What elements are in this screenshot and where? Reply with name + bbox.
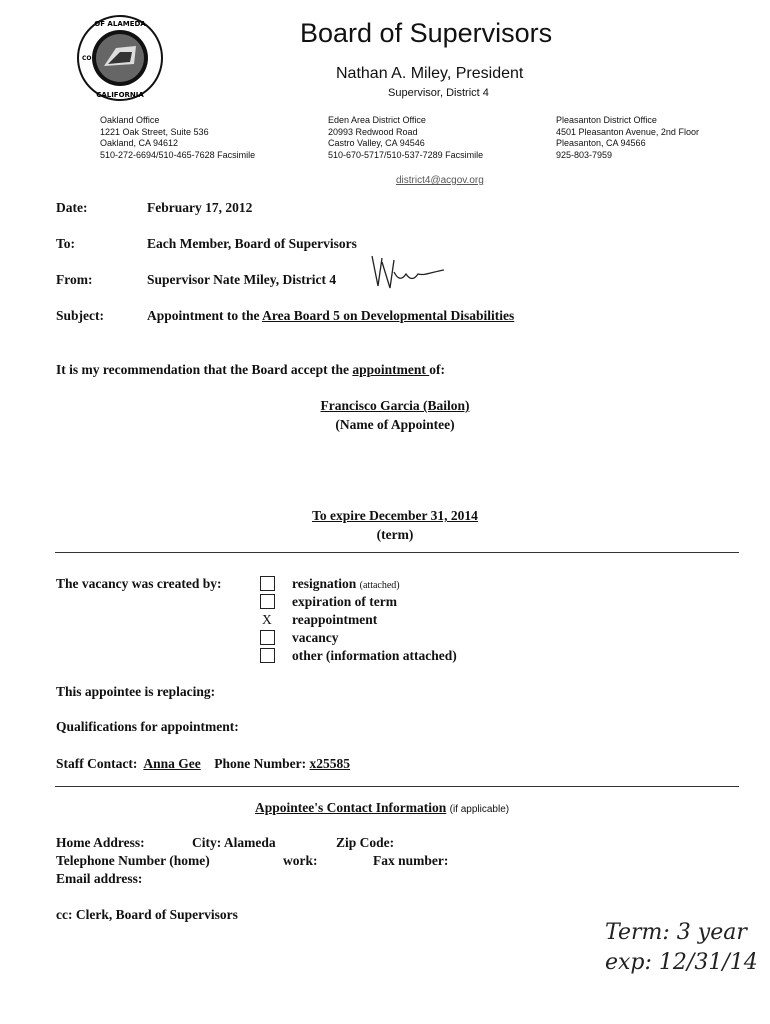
phone-value: x25585 xyxy=(309,756,350,771)
replacing-label: This appointee is replacing: xyxy=(56,684,216,699)
office-line: Oakland Office xyxy=(100,115,160,125)
option-vacancy: vacancy xyxy=(292,630,339,645)
office-line: 4501 Pleasanton Avenue, 2nd Floor xyxy=(556,126,699,137)
option-reappointment: reappointment xyxy=(292,612,378,627)
subject-label: Subject: xyxy=(56,308,104,323)
email-address-label: Email address: xyxy=(56,871,143,886)
checkbox-vacancy[interactable] xyxy=(260,630,275,645)
date-label: Date: xyxy=(56,200,88,215)
recommendation-appointment: appointment xyxy=(352,362,430,377)
vacancy-label: The vacancy was created by: xyxy=(56,576,222,591)
office-line: Pleasanton District Office xyxy=(556,115,657,125)
qualifications-label: Qualifications for appointment: xyxy=(56,719,239,734)
handwritten-term-note: Term: 3 year xyxy=(605,920,747,945)
svg-text:CALIFORNIA: CALIFORNIA xyxy=(96,91,144,99)
signature-initials xyxy=(368,252,448,292)
president-name: Nathan A. Miley, President xyxy=(336,65,524,82)
option-resignation xyxy=(292,576,400,592)
subject-line xyxy=(147,308,514,324)
office-line: Oakland, CA 94612 xyxy=(100,138,179,148)
section-divider xyxy=(55,552,739,553)
fax-label: Fax number: xyxy=(373,853,449,868)
from-label: From: xyxy=(56,272,93,287)
recommendation-text xyxy=(56,362,445,378)
recommendation-suffix: of: xyxy=(429,362,445,377)
recommendation-prefix: It is my recommendation that the Board accept the xyxy=(56,362,353,377)
option-label: resignation xyxy=(292,576,357,591)
office-line: 925-803-7959 xyxy=(556,149,613,160)
office-line: 20993 Redwood Road xyxy=(328,126,418,137)
contact-heading-note: (if applicable) xyxy=(449,804,510,815)
appointee-name: Francisco Garcia (Bailon) xyxy=(320,398,470,413)
term-caption: (term) xyxy=(376,527,414,542)
telephone-label: Telephone Number (home) xyxy=(56,853,210,868)
checkbox-other[interactable] xyxy=(260,648,275,663)
phone-label: Phone Number: xyxy=(214,756,307,771)
office-line: Castro Valley, CA 94546 xyxy=(328,138,425,148)
county-seal-logo xyxy=(76,14,164,102)
staff-contact-row xyxy=(56,756,350,772)
email-link[interactable]: district4@acgov.org xyxy=(396,175,484,186)
office-oakland xyxy=(100,115,255,161)
section-divider xyxy=(55,786,739,787)
checkbox-reappointment-mark[interactable]: X xyxy=(262,612,272,627)
office-line: Pleasanton, CA 94566 xyxy=(556,138,646,148)
office-eden-area xyxy=(328,115,483,161)
date-value: February 17, 2012 xyxy=(147,200,253,215)
office-line: 510-272-6694/510-465-7628 Facsimile xyxy=(100,149,256,160)
subject-value: Area Board 5 on Developmental Disabilities xyxy=(262,308,515,323)
staff-contact-value: Anna Gee xyxy=(143,756,201,771)
svg-text:CO: CO xyxy=(82,55,92,62)
office-pleasanton xyxy=(556,115,699,161)
to-value: Each Member, Board of Supervisors xyxy=(147,236,357,251)
from-value: Supervisor Nate Miley, District 4 xyxy=(147,272,337,287)
staff-contact-label: Staff Contact: xyxy=(56,756,138,771)
subject-prefix: Appointment to the xyxy=(147,308,263,323)
office-line: 1221 Oak Street, Suite 536 xyxy=(100,126,209,137)
cc-line: cc: Clerk, Board of Supervisors xyxy=(56,907,238,922)
option-expiration: expiration of term xyxy=(292,594,397,609)
appointee-caption: (Name of Appointee) xyxy=(335,417,455,432)
office-line: 510-670-5717/510-537-7289 Facsimile xyxy=(328,149,484,160)
option-note: (attached) xyxy=(359,580,400,591)
handwritten-expiry-note: exp: 12/31/14 xyxy=(605,950,758,975)
svg-text:OF ALAMEDA: OF ALAMEDA xyxy=(94,20,146,28)
contact-heading xyxy=(255,800,509,816)
zip-label: Zip Code: xyxy=(336,835,395,850)
checkbox-resignation[interactable] xyxy=(260,576,275,591)
page-title: Board of Supervisors xyxy=(300,18,553,48)
contact-heading-text: Appointee's Contact Information xyxy=(255,800,447,815)
work-label: work: xyxy=(283,853,318,868)
checkbox-expiration[interactable] xyxy=(260,594,275,609)
term-value: To expire December 31, 2014 xyxy=(312,508,478,523)
district-subtitle: Supervisor, District 4 xyxy=(388,87,489,99)
to-label: To: xyxy=(56,236,76,251)
city-label: City: Alameda xyxy=(192,835,276,850)
office-line: Eden Area District Office xyxy=(328,115,426,125)
home-address-label: Home Address: xyxy=(56,835,145,850)
option-other: other (information attached) xyxy=(292,648,457,663)
